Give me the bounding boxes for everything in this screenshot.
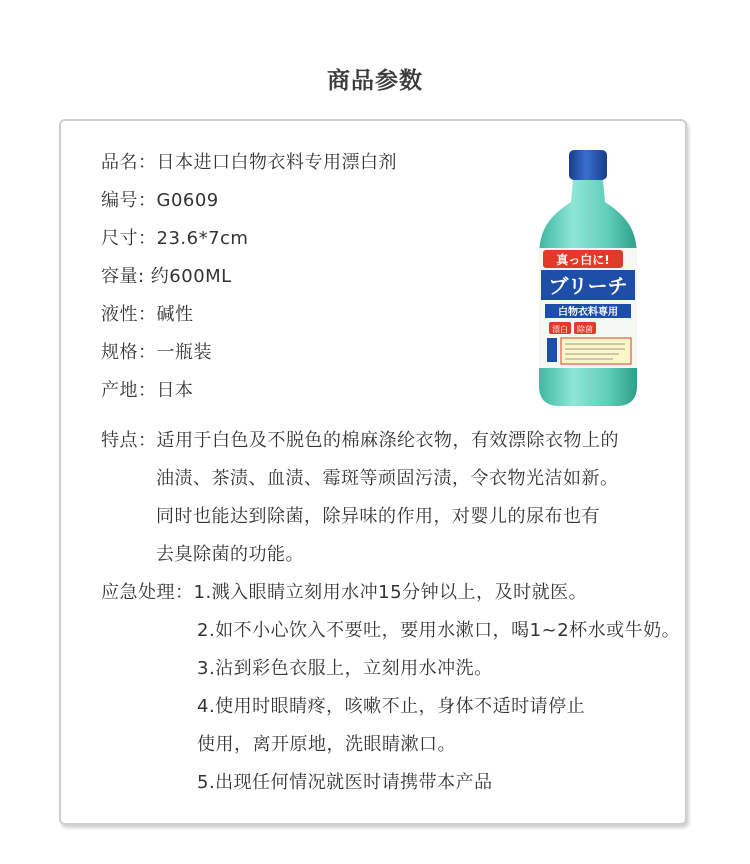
- emergency-text: 1.溅入眼睛立刻用水冲15分钟以上，及时就医。: [193, 582, 588, 603]
- features-line-2: 油渍、茶渍、血渍、霉斑等顽固污渍，令衣物光洁如新。: [156, 468, 619, 489]
- spec-origin-value: 日本: [156, 380, 194, 401]
- emergency-line-6: 5.出现任何情况就医时请携带本产品: [197, 772, 493, 793]
- spec-volume-label: 容量:: [101, 266, 145, 287]
- label-tag1: 漂白: [552, 325, 568, 334]
- label-line1: 真っ白に!: [556, 253, 610, 267]
- label-line3: 白物衣料専用: [558, 307, 618, 318]
- product-bottle-image: [533, 150, 643, 408]
- features-line-1: [101, 426, 619, 452]
- spec-liquid-label: 液性：: [101, 304, 157, 325]
- spec-code-value: G0609: [156, 190, 219, 211]
- spec-volume: [101, 262, 232, 288]
- spec-package-label: 规格：: [101, 342, 157, 363]
- features-text: 适用于白色及不脱色的棉麻涤纶衣物，有效漂除衣物上的: [156, 430, 619, 451]
- spec-origin: [101, 376, 194, 402]
- emergency-line-3: 3.沾到彩色衣服上，立刻用水冲洗。: [197, 658, 493, 679]
- spec-package: [101, 338, 212, 364]
- emergency-line-4: 4.使用时眼睛疼，咳嗽不止，身体不适时请停止: [197, 696, 586, 717]
- spec-size-value: 23.6*7cm: [156, 228, 249, 249]
- spec-name: [101, 148, 397, 174]
- features-line-3: 同时也能达到除菌，除异味的作用，对婴儿的尿布也有: [156, 506, 600, 527]
- spec-volume-value: 约600ML: [144, 266, 232, 287]
- label-line2: ブリーチ: [548, 274, 628, 298]
- label-tag2: 除菌: [577, 325, 593, 334]
- spec-code-label: 编号：: [101, 190, 157, 211]
- label-left-bar: [547, 338, 557, 362]
- emergency-line-5: 使用，离开原地，洗眼睛漱口。: [197, 734, 456, 755]
- spec-origin-label: 产地：: [101, 380, 157, 401]
- features-line-4: 去臭除菌的功能。: [156, 544, 304, 565]
- spec-name-label: 品名：: [101, 152, 157, 173]
- label-notice-box: [561, 338, 631, 364]
- spec-size-label: 尺寸：: [101, 228, 157, 249]
- section-title: 商品参数: [327, 68, 423, 94]
- spec-liquid-value: 碱性: [156, 304, 194, 325]
- spec-name-value: 日本进口白物衣料专用漂白剂: [156, 152, 397, 173]
- emergency-line-2: 2.如不小心饮入不要吐，要用水漱口，喝1~2杯水或牛奶。: [197, 620, 681, 641]
- spec-liquid: [101, 300, 194, 326]
- bottle-cap: [569, 150, 607, 180]
- features-label: 特点：: [101, 430, 157, 451]
- spec-package-value: 一瓶装: [156, 342, 212, 363]
- spec-code: [101, 186, 219, 212]
- emergency-line-1: [101, 578, 587, 604]
- emergency-label: 应急处理：: [101, 582, 194, 603]
- spec-size: [101, 224, 248, 250]
